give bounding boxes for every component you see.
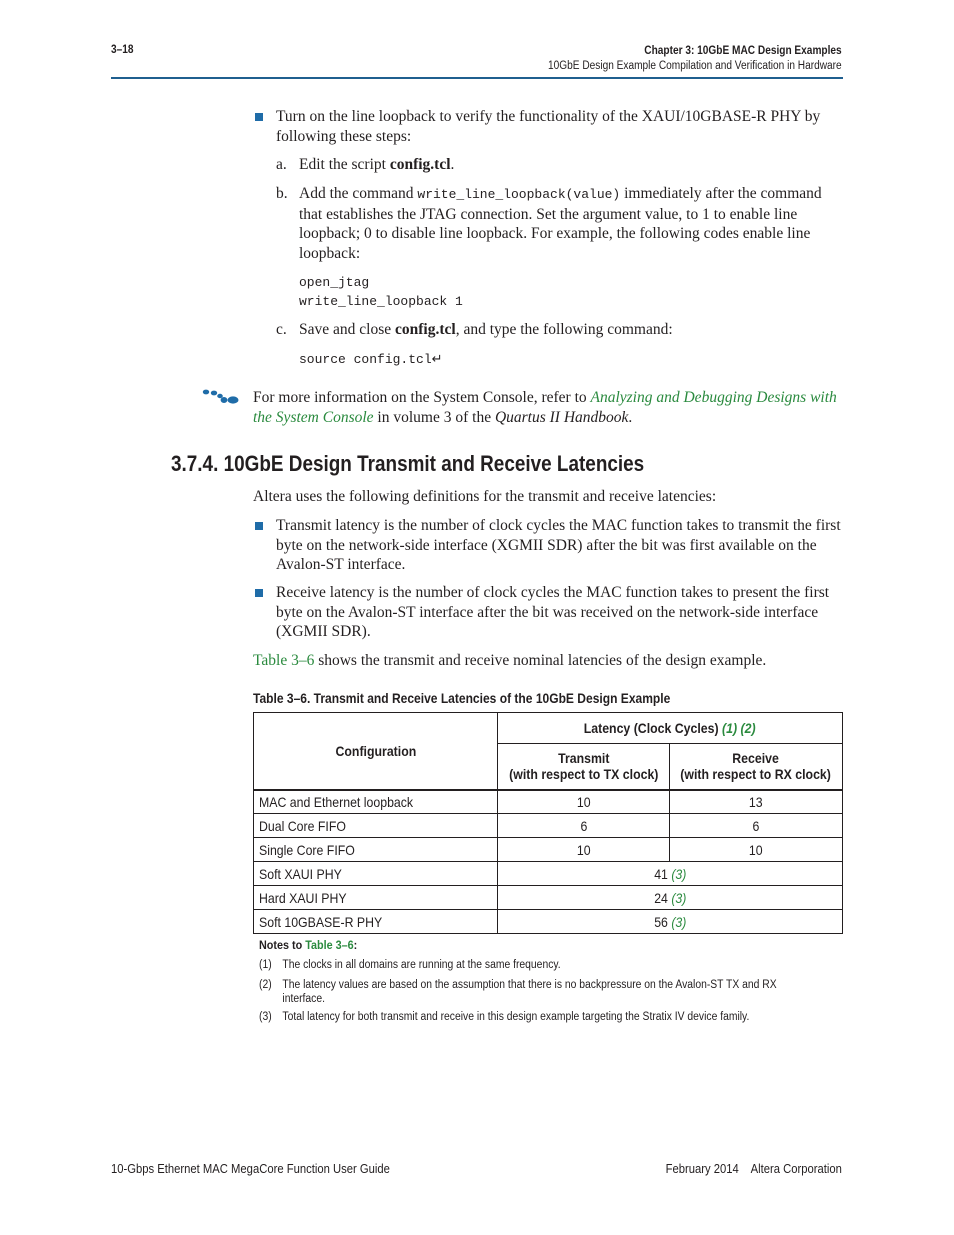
table-row (254, 814, 843, 838)
enter-key-icon: ↵ (431, 352, 443, 367)
row-tx-value: 10 (576, 793, 591, 810)
header-transmit-sub: (with respect to TX clock) (508, 766, 659, 783)
step-b-rest: immediately after the command that establishes the JTAG connection. Set the argument value, to 1 to enable line loopback; 0 to disable line loopback. For example, the following codes enable line loopback: (299, 185, 822, 262)
row-total-value: 24 (653, 889, 668, 906)
handbook-title: Quartus II Handbook (494, 408, 629, 426)
table-row (254, 838, 843, 862)
section-title: 10GbE Design Example Compilation and Verification in Hardware (548, 60, 842, 72)
note-number: (3) (259, 1011, 272, 1023)
note-number: (1) (259, 959, 272, 971)
note-lead: For more information on the System Console, refer to (253, 389, 591, 406)
row-total (498, 910, 843, 934)
table-link[interactable]: Table 3–6 (253, 652, 315, 669)
row-config-text: Soft 10GBASE-R PHY (259, 913, 383, 930)
chapter-title: Chapter 3: 10GbE MAC Design Examples (644, 45, 842, 57)
note-text: Total latency for both transmit and receive in this design example targeting the Stratix IV device family. (282, 1011, 750, 1023)
table-note (259, 978, 790, 1006)
table-note (259, 959, 561, 971)
step-c-text: Save and close (299, 321, 395, 338)
header-rule (111, 77, 843, 79)
bullet-transmit-latency: Transmit latency is the number of clock cycles the MAC function takes to transmit the first byte on the network-side interface (XGMII SDR) after the bit was first available on the Avalon-ST interface. (276, 517, 841, 573)
row-tx-value: 10 (576, 841, 591, 858)
header-latency (498, 713, 843, 744)
row-total (498, 886, 843, 910)
step-a-end: . (450, 156, 455, 173)
note-text: The clocks in all domains are running at the same frequency. (282, 959, 561, 971)
latency-table (253, 712, 843, 934)
row-config-text: MAC and Ethernet loopback (259, 793, 414, 810)
row-config-text: Soft XAUI PHY (259, 865, 342, 882)
code-line: write_line_loopback 1 (299, 294, 463, 309)
step-b (299, 184, 841, 263)
table-caption: Table 3–6. Transmit and Receive Latencies of the 10GbE Design Example (253, 690, 671, 706)
note-text (253, 388, 843, 427)
row-config (254, 910, 498, 934)
row-config (254, 790, 498, 814)
row-config (254, 862, 498, 886)
bullet-marker (255, 522, 263, 530)
row-note-link[interactable]: (3) (671, 913, 687, 930)
section-heading: 3.7.4. 10GbE Design Transmit and Receive Latencies (171, 451, 645, 476)
step-b-label: b. (276, 185, 288, 202)
row-total-value: 56 (653, 913, 668, 930)
header-latency-label: Latency (Clock Cycles) (584, 720, 719, 736)
code-block-1 (299, 273, 463, 311)
running-header (548, 44, 842, 74)
table-row (254, 862, 843, 886)
footer-guide-title: 10-Gbps Ethernet MAC MegaCore Function User Guide (111, 1162, 390, 1176)
code-line: open_jtag (299, 275, 370, 290)
row-tx (498, 790, 670, 814)
code-line: source config.tcl (299, 352, 432, 367)
row-config (254, 814, 498, 838)
row-tx (498, 814, 670, 838)
row-rx-value: 10 (749, 841, 763, 858)
step-b-command: write_line_loopback(value) (417, 187, 621, 202)
header-receive (670, 744, 843, 790)
bullet-receive-latency: Receive latency is the number of clock cycles the MAC function takes to present the first byte on the Avalon-ST interface after the bit was received on the network-side interface (XGMII SDR). (276, 584, 830, 640)
table-row (254, 886, 843, 910)
bullet-marker (255, 113, 263, 121)
header-receive-sub: (with respect to RX clock) (680, 766, 832, 783)
note-number: (2) (259, 979, 272, 991)
step-c-filename: config.tcl (394, 321, 456, 338)
header-transmit-label: Transmit (557, 750, 610, 767)
bullet-marker (255, 589, 263, 597)
row-tx-value: 6 (580, 817, 587, 834)
step-a-label: a. (276, 156, 287, 173)
row-rx (670, 838, 843, 862)
row-total (498, 862, 843, 886)
bullet-loopback-text: Turn on the line loopback to verify the functionality of the XAUI/10GBASE-R PHY by following these steps: (276, 108, 821, 145)
note-text: The latency values are based on the assumption that there is no backpressure on the Avalon-ST TX and RX interface. (282, 979, 777, 1005)
table-reference-text (253, 651, 843, 671)
step-a-text: Edit the script (299, 156, 390, 173)
header-receive-label: Receive (732, 750, 780, 767)
step-c-label: c. (276, 321, 287, 338)
header-configuration (254, 713, 498, 790)
row-rx-value: 6 (752, 817, 760, 834)
row-rx (670, 814, 843, 838)
notes-table-link[interactable]: Table 3–6 (305, 938, 354, 952)
table-row (254, 910, 843, 934)
table-note (259, 1011, 749, 1023)
row-total-value: 41 (653, 865, 668, 882)
code-block-2 (299, 350, 443, 369)
row-rx-value: 13 (749, 793, 763, 810)
row-config-text: Hard XAUI PHY (259, 889, 347, 906)
header-latency-notes[interactable]: (1) (2) (722, 720, 756, 736)
header-transmit (498, 744, 670, 790)
row-note-link[interactable]: (3) (671, 889, 687, 906)
footer-date-company: February 2014 Altera Corporation (665, 1162, 842, 1176)
row-config-text: Single Core FIFO (259, 841, 355, 858)
step-c-rest: , and type the following command: (455, 321, 673, 338)
note-icon (201, 389, 241, 405)
step-a (299, 155, 839, 175)
notes-title (259, 938, 357, 952)
row-config-text: Dual Core FIFO (259, 817, 346, 834)
notes-title-end: : (353, 938, 358, 952)
notes-title-lead: Notes to (259, 938, 306, 952)
note-end: . (628, 408, 633, 426)
row-config (254, 886, 498, 910)
row-tx (498, 838, 670, 862)
row-config (254, 838, 498, 862)
header-configuration-label: Configuration (335, 742, 416, 759)
step-c (299, 320, 841, 340)
table-row (254, 790, 843, 814)
row-rx (670, 790, 843, 814)
step-a-filename: config.tcl (389, 156, 451, 173)
intro-text: Altera uses the following definitions for the transmit and receive latencies: (253, 488, 717, 505)
page-number: 3–18 (111, 44, 134, 56)
step-b-text: Add the command (299, 185, 418, 202)
note-mid: in volume 3 of the (373, 408, 495, 426)
system-console-link[interactable]: Analyzing and Debugging Designs with the System Console (253, 389, 837, 426)
row-note-link[interactable]: (3) (671, 865, 687, 882)
table-reference-rest: shows the transmit and receive nominal latencies of the design example. (314, 652, 767, 669)
